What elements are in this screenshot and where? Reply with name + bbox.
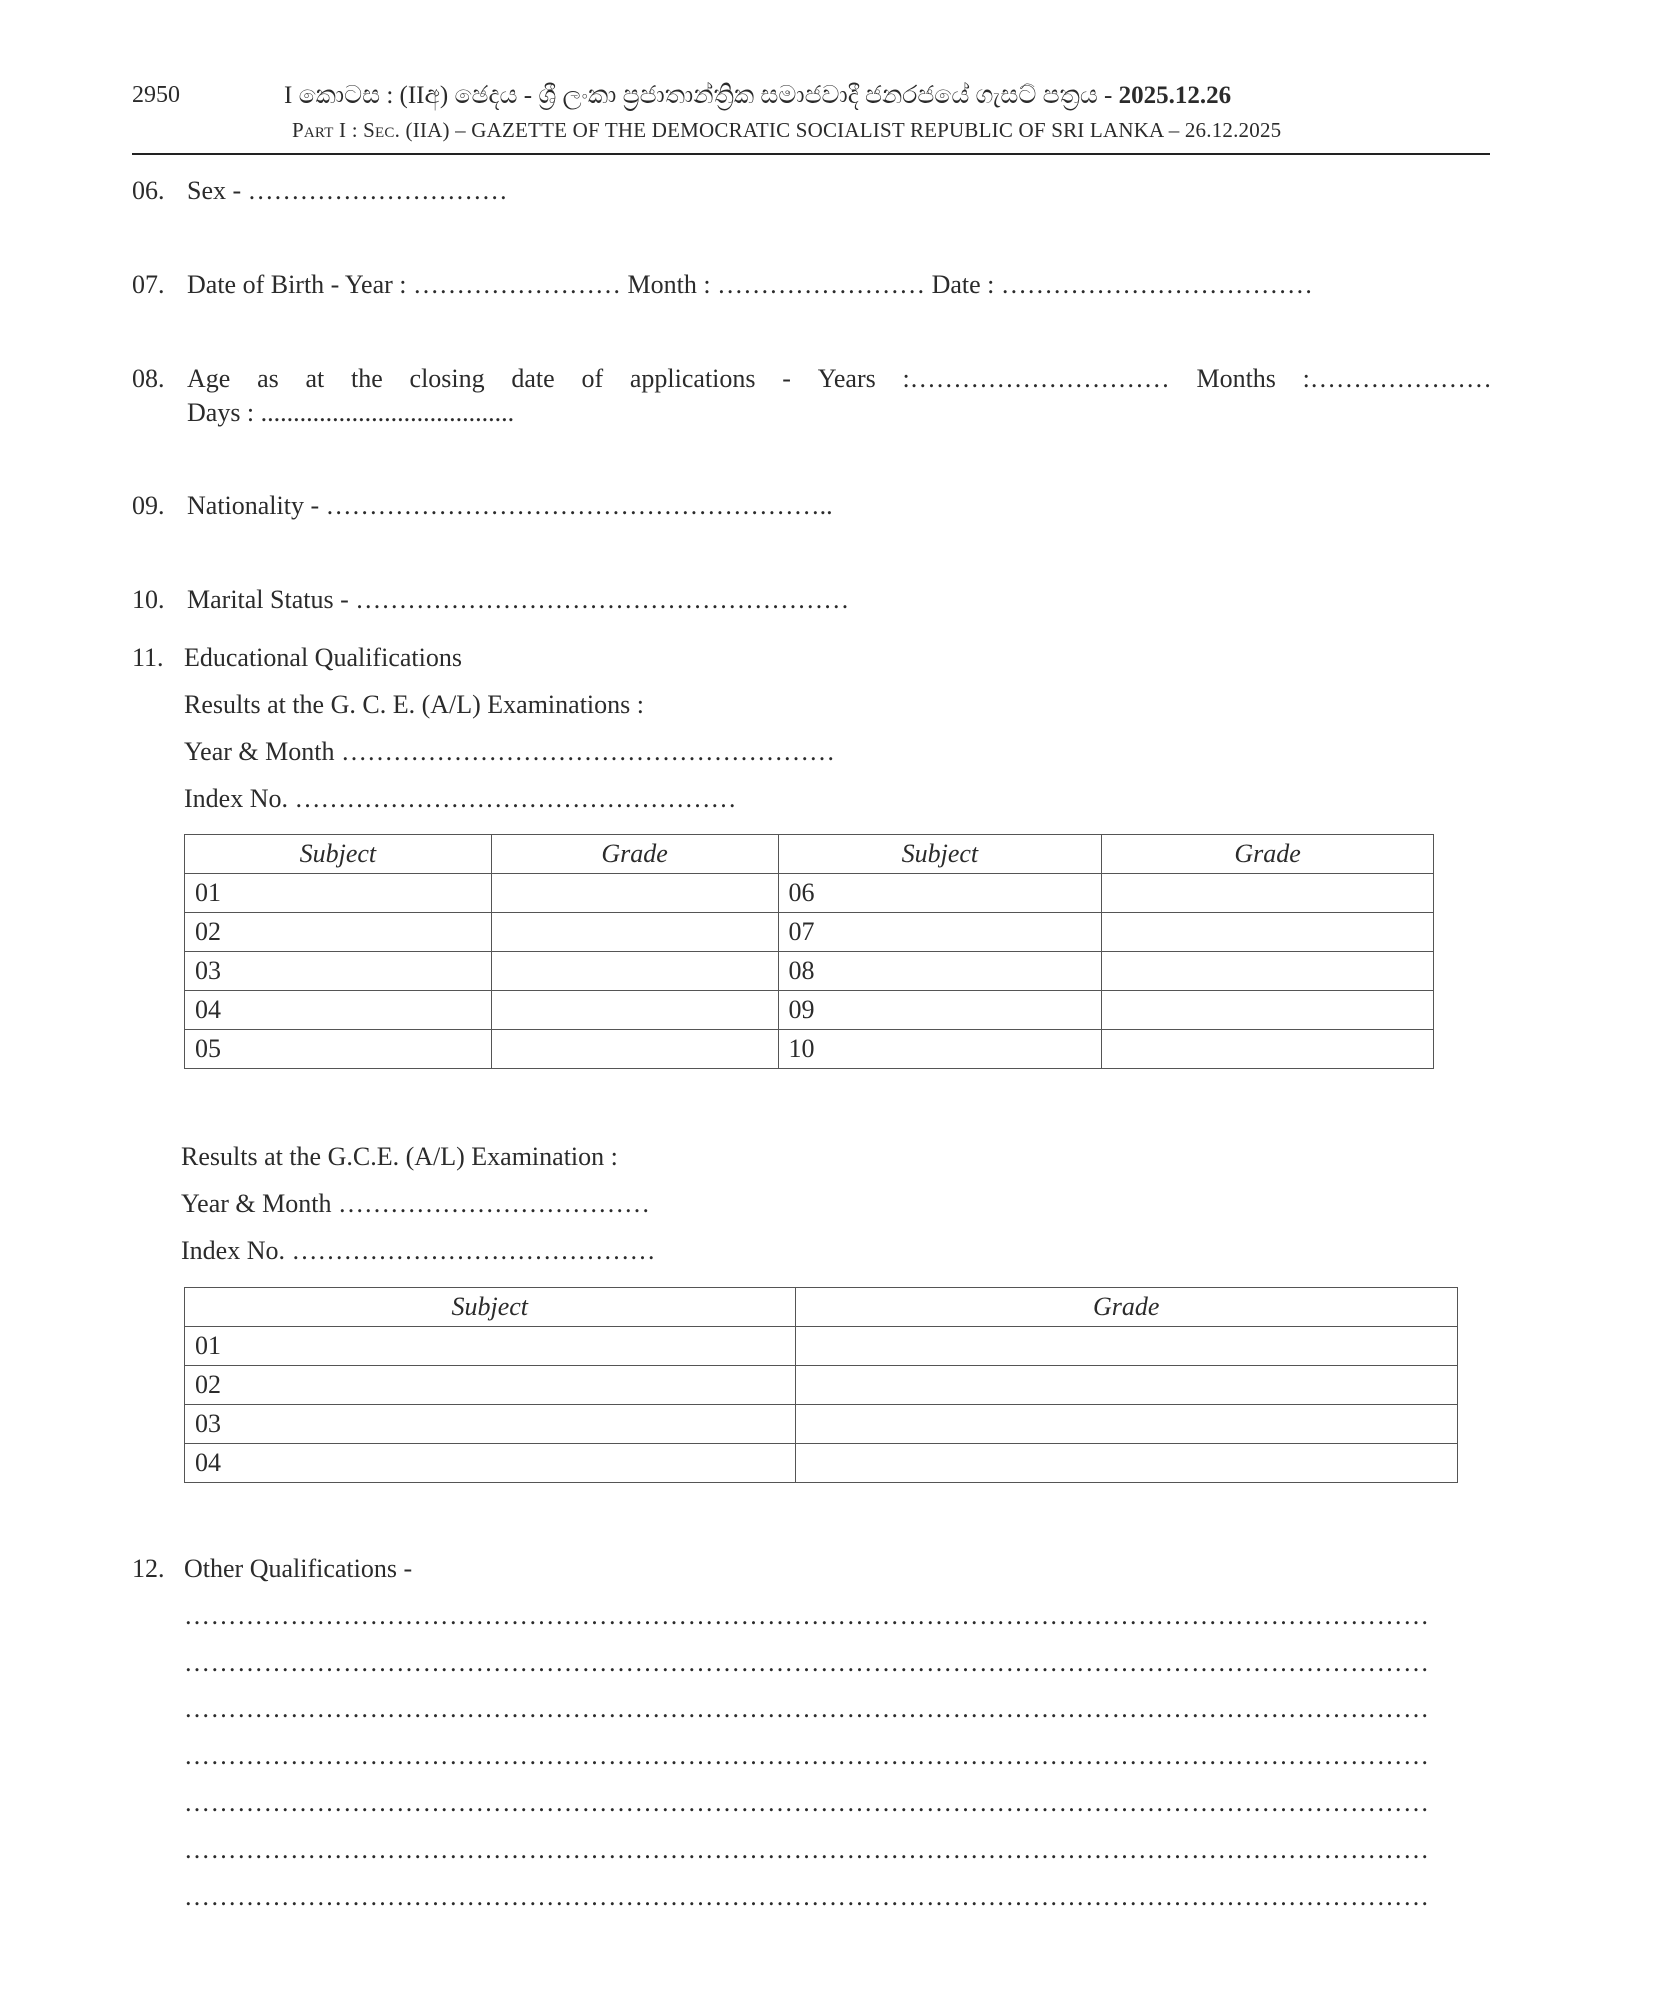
subject-cell[interactable]: 02	[185, 1366, 796, 1405]
table-row	[185, 1366, 1458, 1405]
age-days-field[interactable]: Days : .......................................	[187, 398, 515, 427]
column-header: Grade	[491, 835, 778, 874]
page-number: 2950	[132, 82, 180, 108]
grade-cell[interactable]	[795, 1327, 1457, 1366]
subject-cell[interactable]: 03	[185, 952, 492, 991]
subject-cell[interactable]: 02	[185, 913, 492, 952]
sinhala-header-date: 2025.12.26	[1118, 82, 1232, 109]
subject-cell[interactable]: 05	[185, 1030, 492, 1069]
other-qualifications-line[interactable]: ……………………………………………………………………………………………………………………………	[184, 1788, 1430, 1817]
al-heading: Results at the G.C.E. (A/L) Examination :	[181, 1142, 618, 1171]
al-results-table	[184, 1287, 1458, 1483]
subject-cell[interactable]: 03	[185, 1405, 796, 1444]
grade-cell[interactable]	[491, 913, 778, 952]
english-header: Part I : Sec. (IIA) – GAZETTE OF THE DEMOCRATIC SOCIALIST REPUBLIC OF SRI LANKA – 26.12.2025	[292, 118, 1282, 142]
subject-cell[interactable]: 08	[778, 952, 1102, 991]
table-header-row	[185, 835, 1434, 874]
header-rule	[132, 153, 1490, 155]
table-row	[185, 952, 1434, 991]
grade-cell[interactable]	[795, 1444, 1457, 1483]
other-qualifications-line[interactable]: ……………………………………………………………………………………………………………………………	[184, 1835, 1430, 1864]
table-row	[185, 1327, 1458, 1366]
item-dob: 07. Date of Birth - Year : …………………… Month : …………………… Date : ………………………………	[132, 270, 1313, 299]
item-nationality: 09. Nationality - …………………………………………………..	[132, 491, 833, 520]
grade-cell[interactable]	[1102, 874, 1434, 913]
table-row	[185, 874, 1434, 913]
subject-cell[interactable]: 10	[778, 1030, 1102, 1069]
grade-cell[interactable]	[1102, 1030, 1434, 1069]
ol-heading: Results at the G. C. E. (A/L) Examinations :	[184, 690, 644, 719]
column-header: Grade	[795, 1288, 1457, 1327]
subject-cell[interactable]: 01	[185, 1327, 796, 1366]
subject-cell[interactable]: 04	[185, 991, 492, 1030]
item-education: 11. Educational Qualifications	[132, 643, 462, 672]
grade-cell[interactable]	[1102, 991, 1434, 1030]
grade-cell[interactable]	[491, 874, 778, 913]
grade-cell[interactable]	[1102, 913, 1434, 952]
column-header: Subject	[185, 1288, 796, 1327]
grade-cell[interactable]	[491, 952, 778, 991]
table-header-row	[185, 1288, 1458, 1327]
other-qualifications-line[interactable]: ……………………………………………………………………………………………………………………………	[184, 1694, 1430, 1723]
subject-cell[interactable]: 06	[778, 874, 1102, 913]
table-row	[185, 1405, 1458, 1444]
dob-field[interactable]: Date of Birth - Year : …………………… Month : …………………… Date : ………………………………	[187, 270, 1313, 299]
ol-index-field[interactable]: Index No. ……………………………………………	[184, 784, 737, 813]
table-row	[185, 991, 1434, 1030]
column-header: Subject	[185, 835, 492, 874]
ol-results-table	[184, 834, 1434, 1069]
grade-cell[interactable]	[795, 1405, 1457, 1444]
column-header: Subject	[778, 835, 1102, 874]
nationality-field[interactable]: Nationality - …………………………………………………..	[187, 491, 833, 520]
item-marital-status: 10. Marital Status - …………………………………………………	[132, 585, 850, 614]
item-age-num: 08.	[132, 364, 165, 393]
table-row	[185, 1444, 1458, 1483]
subject-cell[interactable]: 01	[185, 874, 492, 913]
subject-cell[interactable]: 09	[778, 991, 1102, 1030]
other-qualifications-line[interactable]: ……………………………………………………………………………………………………………………………	[184, 1648, 1430, 1677]
grade-cell[interactable]	[795, 1366, 1457, 1405]
subject-cell[interactable]: 07	[778, 913, 1102, 952]
other-qualifications-line[interactable]: ……………………………………………………………………………………………………………………………	[184, 1741, 1430, 1770]
grade-cell[interactable]	[491, 991, 778, 1030]
table-row	[185, 1030, 1434, 1069]
item-sex: 06. Sex - …………………………	[132, 176, 508, 205]
subject-cell[interactable]: 04	[185, 1444, 796, 1483]
other-qualifications-line[interactable]: ……………………………………………………………………………………………………………………………	[184, 1601, 1430, 1630]
grade-cell[interactable]	[1102, 952, 1434, 991]
al-index-field[interactable]: Index No. ……………………………………	[181, 1236, 656, 1265]
grade-cell[interactable]	[491, 1030, 778, 1069]
column-header: Grade	[1102, 835, 1434, 874]
al-year-field[interactable]: Year & Month ………………………………	[181, 1189, 650, 1218]
marital-status-field[interactable]: Marital Status - …………………………………………………	[187, 585, 850, 614]
item-age[interactable]: Age as at the closing date of applications - Years :………………………… Months :…………………	[187, 364, 1492, 393]
sinhala-header: I කොටස : (IIඅ) ඡෙදය - ශ්‍රී ලංකා ප්‍රජාතාන්ත්‍රික සමාජවාදී ජනරජයේ ගැසට් පත්‍රය - 2025.12.26	[284, 82, 1232, 109]
table-row	[185, 913, 1434, 952]
item-other-qualifications: 12. Other Qualifications -	[132, 1554, 413, 1583]
other-qualifications-line[interactable]: ……………………………………………………………………………………………………………………………	[184, 1882, 1430, 1911]
sex-field[interactable]: Sex - …………………………	[187, 176, 508, 205]
ol-year-field[interactable]: Year & Month …………………………………………………	[184, 737, 835, 766]
